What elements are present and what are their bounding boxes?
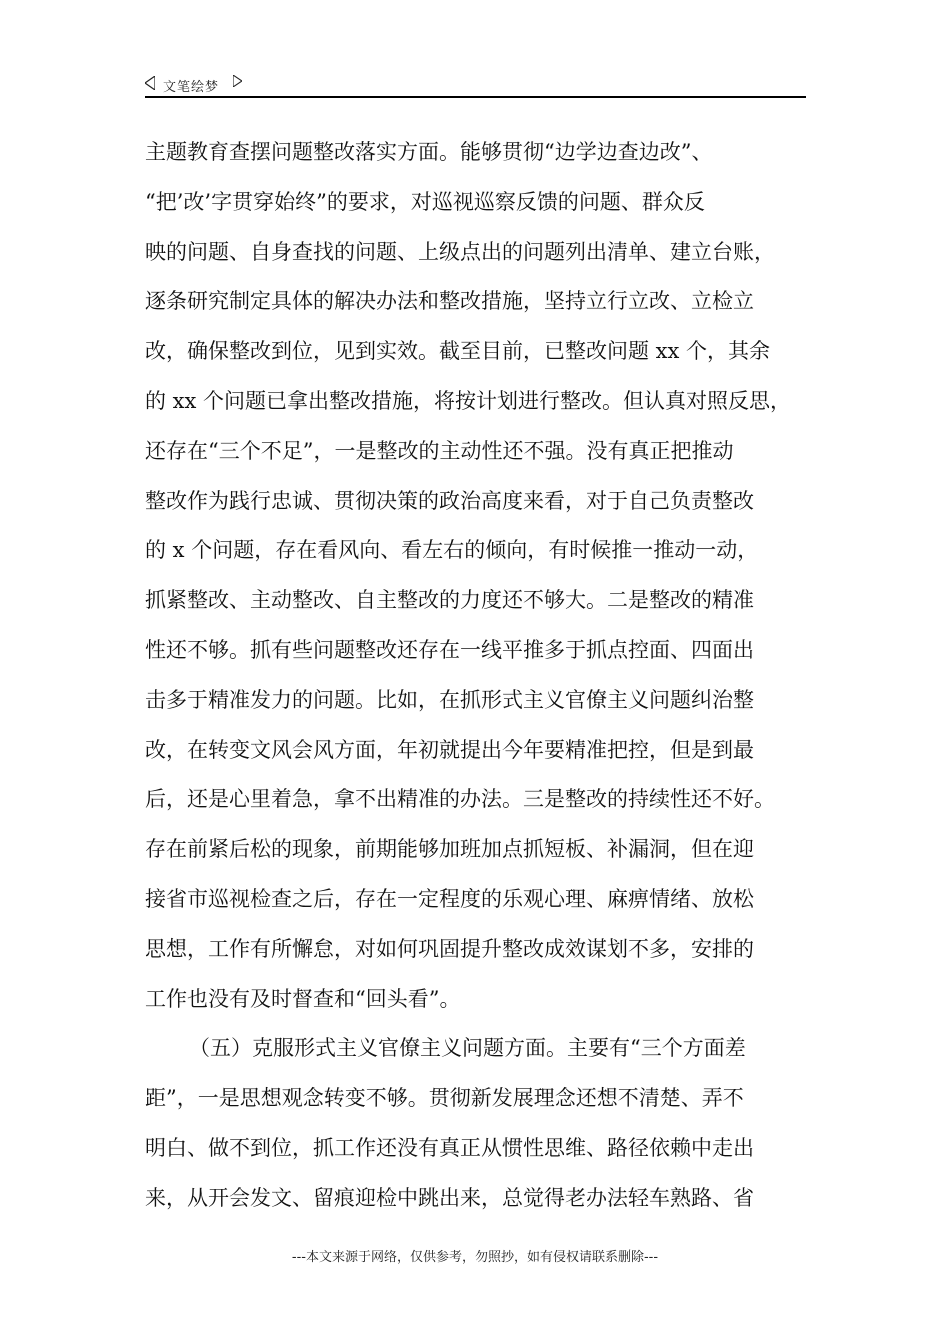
text-line: 来，从开会发文、留痕迎检中跳出来，总觉得老办法轻车熟路、省	[145, 1185, 754, 1210]
text-line: 后，还是心里着急，拿不出精准的办法。三是整改的持续性还不好。	[145, 787, 775, 812]
text-line: 改，确保整改到位，见到实效。截至目前，已整改问题 xx 个，其余	[145, 339, 771, 364]
paragraph	[145, 1024, 815, 1223]
triangle-right-icon	[233, 75, 242, 87]
paragraph	[145, 128, 815, 1024]
text-line: 击多于精准发力的问题。比如，在抓形式主义官僚主义问题纠治整	[145, 687, 754, 712]
header-brand: 文笔绘梦	[163, 80, 220, 95]
text-line: 工作也没有及时督查和“回头看”。	[145, 986, 461, 1011]
text-line: 思想，工作有所懈怠，对如何巩固提升整改成效谋划不多，安排的	[145, 936, 754, 961]
text-line: “把’改’字贯穿始终”的要求，对巡视巡察反馈的问题、群众反	[145, 189, 705, 214]
text-line: 性还不够。抓有些问题整改还存在一线平推多于抓点控面、四面出	[145, 637, 754, 662]
text-line: 明白、做不到位，抓工作还没有真正从惯性思维、路径依赖中走出	[145, 1135, 754, 1160]
text-line: 主题教育查摆问题整改落实方面。能够贯彻“边学边查边改”、	[145, 140, 713, 164]
text-line: （五）克服形式主义官僚主义问题方面。主要有“三个方面差	[189, 1036, 746, 1061]
text-line: 抓紧整改、主动整改、自主整改的力度还不够大。二是整改的精准	[145, 588, 754, 613]
page-header	[145, 70, 806, 98]
text-line: 还存在“三个不足”，一是整改的主动性还不强。没有真正把推动	[145, 438, 734, 463]
text-line: 映的问题、自身查找的问题、上级点出的问题列出清单、建立台账，	[145, 239, 775, 264]
document-body	[145, 128, 815, 1224]
footer-notice: ---本文来源于网络，仅供参考，勿照抄，如有侵权请联系删除---	[291, 1250, 659, 1265]
text-line: 存在前紧后松的现象，前期能够加班加点抓短板、补漏洞，但在迎	[145, 837, 754, 862]
text-line: 整改作为践行忠诚、贯彻决策的政治高度来看，对于自己负责整改	[145, 488, 754, 513]
text-line: 逐条研究制定具体的解决办法和整改措施，坚持立行立改、立检立	[145, 289, 754, 314]
text-line: 接省市巡视检查之后，存在一定程度的乐观心理、麻痹情绪、放松	[145, 886, 754, 911]
text-line: 距”，一是思想观念转变不够。贯彻新发展理念还想不清楚、弄不	[145, 1086, 744, 1111]
text-line: 的 xx 个问题已拿出整改措施，将按计划进行整改。但认真对照反思，	[145, 388, 792, 413]
text-line: 的 x 个问题，存在看风向、看左右的倾向，有时候推一推动一动，	[145, 538, 759, 563]
text-line: 改，在转变文风会风方面，年初就提出今年要精准把控，但是到最	[145, 737, 754, 762]
triangle-left-icon	[145, 76, 155, 90]
